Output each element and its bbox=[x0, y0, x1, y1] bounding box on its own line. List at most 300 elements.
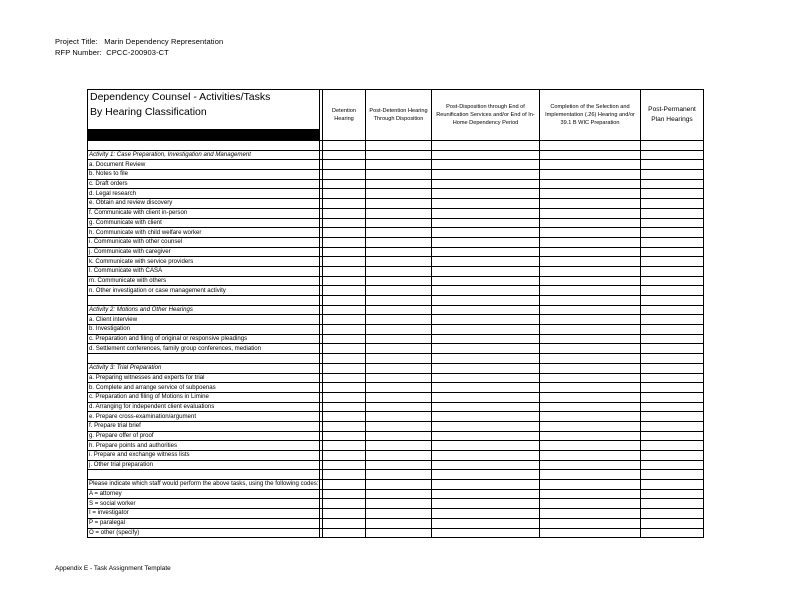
entry-cell[interactable] bbox=[366, 489, 432, 499]
entry-cell[interactable] bbox=[323, 363, 366, 373]
entry-cell[interactable] bbox=[540, 431, 641, 441]
entry-cell[interactable] bbox=[432, 383, 540, 393]
entry-cell[interactable] bbox=[641, 480, 704, 490]
entry-cell[interactable] bbox=[323, 383, 366, 393]
entry-cell[interactable] bbox=[323, 373, 366, 383]
task-row bbox=[88, 247, 704, 257]
entry-cell[interactable] bbox=[323, 170, 366, 180]
entry-cell[interactable] bbox=[641, 218, 704, 228]
entry-cell[interactable] bbox=[366, 218, 432, 228]
entry-cell[interactable] bbox=[432, 344, 540, 354]
entry-cell[interactable] bbox=[540, 199, 641, 209]
entry-cell[interactable] bbox=[366, 402, 432, 412]
entry-cell[interactable] bbox=[366, 237, 432, 247]
entry-cell[interactable] bbox=[366, 315, 432, 325]
code-row bbox=[88, 499, 704, 509]
entry-cell[interactable] bbox=[432, 315, 540, 325]
blank-row bbox=[88, 354, 704, 364]
entry-cell[interactable] bbox=[323, 141, 366, 151]
entry-cell[interactable] bbox=[641, 354, 704, 364]
code-row bbox=[88, 489, 704, 499]
entry-cell[interactable] bbox=[540, 489, 641, 499]
table-subtitle: By Hearing Classification bbox=[90, 106, 207, 118]
row-label: k. Communicate with service providers bbox=[88, 257, 320, 267]
row-label bbox=[88, 141, 320, 151]
entry-cell[interactable] bbox=[641, 276, 704, 286]
entry-cell[interactable] bbox=[641, 441, 704, 451]
entry-cell[interactable] bbox=[641, 257, 704, 267]
entry-cell[interactable] bbox=[366, 470, 432, 480]
task-row bbox=[88, 334, 704, 344]
entry-cell[interactable] bbox=[366, 257, 432, 267]
entry-cell[interactable] bbox=[323, 208, 366, 218]
entry-cell[interactable] bbox=[366, 412, 432, 422]
task-row bbox=[88, 392, 704, 402]
row-label: a. Document Review bbox=[88, 160, 320, 170]
row-label: e. Obtain and review discovery bbox=[88, 199, 320, 209]
entry-cell[interactable] bbox=[641, 170, 704, 180]
entry-cell[interactable] bbox=[540, 392, 641, 402]
row-label: a. Preparing witnesses and experts for trial bbox=[88, 373, 320, 383]
entry-cell[interactable] bbox=[540, 237, 641, 247]
entry-cell[interactable] bbox=[540, 325, 641, 335]
column-header-post-detention: Post-Detention Hearing Through Disposition bbox=[366, 90, 432, 141]
entry-cell[interactable] bbox=[432, 528, 540, 538]
entry-cell[interactable] bbox=[432, 305, 540, 315]
entry-cell[interactable] bbox=[540, 160, 641, 170]
entry-cell[interactable] bbox=[366, 518, 432, 528]
entry-cell[interactable] bbox=[366, 480, 432, 490]
entry-cell[interactable] bbox=[432, 499, 540, 509]
entry-cell[interactable] bbox=[432, 402, 540, 412]
entry-cell[interactable] bbox=[323, 334, 366, 344]
task-row bbox=[88, 170, 704, 180]
entry-cell[interactable] bbox=[641, 237, 704, 247]
entry-cell[interactable] bbox=[641, 451, 704, 461]
task-row bbox=[88, 228, 704, 238]
entry-cell[interactable] bbox=[366, 421, 432, 431]
entry-cell[interactable] bbox=[540, 150, 641, 160]
entry-cell[interactable] bbox=[641, 489, 704, 499]
entry-cell[interactable] bbox=[366, 325, 432, 335]
entry-cell[interactable] bbox=[323, 421, 366, 431]
entry-cell[interactable] bbox=[366, 441, 432, 451]
entry-cell[interactable] bbox=[366, 509, 432, 519]
entry-cell[interactable] bbox=[432, 412, 540, 422]
entry-cell[interactable] bbox=[540, 421, 641, 431]
row-label: O = other (specify) bbox=[88, 528, 320, 538]
row-label: j. Communicate with caregiver bbox=[88, 247, 320, 257]
entry-cell[interactable] bbox=[540, 412, 641, 422]
entry-cell[interactable] bbox=[323, 305, 366, 315]
entry-cell[interactable] bbox=[366, 431, 432, 441]
project-title-value: Marin Dependency Representation bbox=[104, 37, 224, 46]
task-row bbox=[88, 179, 704, 189]
section-heading-row bbox=[88, 150, 704, 160]
entry-cell[interactable] bbox=[432, 257, 540, 267]
entry-cell[interactable] bbox=[432, 441, 540, 451]
entry-cell[interactable] bbox=[323, 412, 366, 422]
table-header-row bbox=[88, 90, 704, 130]
entry-cell[interactable] bbox=[323, 354, 366, 364]
task-row bbox=[88, 451, 704, 461]
row-label: d. Legal research bbox=[88, 189, 320, 199]
entry-cell[interactable] bbox=[366, 344, 432, 354]
entry-cell[interactable] bbox=[540, 460, 641, 470]
blank-row bbox=[88, 296, 704, 306]
entry-cell[interactable] bbox=[432, 276, 540, 286]
task-row bbox=[88, 266, 704, 276]
entry-cell[interactable] bbox=[641, 199, 704, 209]
entry-cell[interactable] bbox=[366, 363, 432, 373]
entry-cell[interactable] bbox=[540, 451, 641, 461]
entry-cell[interactable] bbox=[432, 237, 540, 247]
entry-cell[interactable] bbox=[366, 228, 432, 238]
entry-cell[interactable] bbox=[323, 296, 366, 306]
entry-cell[interactable] bbox=[432, 266, 540, 276]
entry-cell[interactable] bbox=[432, 489, 540, 499]
entry-cell[interactable] bbox=[323, 402, 366, 412]
row-label: e. Prepare cross-examination/argument bbox=[88, 412, 320, 422]
entry-cell[interactable] bbox=[432, 247, 540, 257]
entry-cell[interactable] bbox=[641, 383, 704, 393]
task-row bbox=[88, 421, 704, 431]
code-row bbox=[88, 509, 704, 519]
entry-cell[interactable] bbox=[323, 460, 366, 470]
task-row bbox=[88, 460, 704, 470]
task-row bbox=[88, 315, 704, 325]
entry-cell[interactable] bbox=[323, 286, 366, 296]
task-row bbox=[88, 344, 704, 354]
entry-cell[interactable] bbox=[432, 363, 540, 373]
entry-cell[interactable] bbox=[641, 499, 704, 509]
entry-cell[interactable] bbox=[366, 247, 432, 257]
entry-cell[interactable] bbox=[540, 257, 641, 267]
row-label: Activity 3: Trial Preparation bbox=[88, 363, 320, 373]
row-label: d. Arranging for independent client evaluations bbox=[88, 402, 320, 412]
entry-cell[interactable] bbox=[366, 354, 432, 364]
row-label: Activity 2: Motions and Other Hearings bbox=[88, 305, 320, 315]
task-row bbox=[88, 208, 704, 218]
row-label: Please indicate which staff would perform the above tasks, using the following codes: bbox=[89, 480, 319, 488]
task-row bbox=[88, 257, 704, 267]
entry-cell[interactable] bbox=[641, 392, 704, 402]
row-label: c. Draft orders bbox=[88, 179, 320, 189]
entry-cell[interactable] bbox=[540, 266, 641, 276]
entry-cell[interactable] bbox=[540, 247, 641, 257]
entry-cell[interactable] bbox=[366, 179, 432, 189]
entry-cell[interactable] bbox=[432, 373, 540, 383]
codes-intro-row bbox=[88, 480, 704, 490]
code-row bbox=[88, 528, 704, 538]
entry-cell[interactable] bbox=[432, 518, 540, 528]
row-label: d. Settlement conferences, family group conferences, mediation bbox=[88, 344, 320, 354]
row-label: f. Communicate with client in-person bbox=[88, 208, 320, 218]
entry-cell[interactable] bbox=[432, 480, 540, 490]
task-row bbox=[88, 160, 704, 170]
row-label: a. Client interview bbox=[88, 315, 320, 325]
section-heading-row bbox=[88, 363, 704, 373]
entry-cell[interactable] bbox=[540, 402, 641, 412]
row-label: g. Prepare offer of proof bbox=[88, 431, 320, 441]
entry-cell[interactable] bbox=[323, 315, 366, 325]
entry-cell[interactable] bbox=[432, 325, 540, 335]
entry-cell[interactable] bbox=[641, 470, 704, 480]
entry-cell[interactable] bbox=[540, 518, 641, 528]
entry-cell[interactable] bbox=[366, 305, 432, 315]
entry-cell[interactable] bbox=[323, 150, 366, 160]
entry-cell[interactable] bbox=[366, 208, 432, 218]
entry-cell[interactable] bbox=[432, 189, 540, 199]
entry-cell[interactable] bbox=[540, 305, 641, 315]
entry-cell[interactable] bbox=[366, 392, 432, 402]
entry-cell[interactable] bbox=[323, 499, 366, 509]
entry-cell[interactable] bbox=[641, 247, 704, 257]
task-row bbox=[88, 325, 704, 335]
entry-cell[interactable] bbox=[540, 480, 641, 490]
entry-cell[interactable] bbox=[540, 528, 641, 538]
entry-cell[interactable] bbox=[641, 344, 704, 354]
entry-cell[interactable] bbox=[540, 383, 641, 393]
entry-cell[interactable] bbox=[641, 228, 704, 238]
row-label: b. Complete and arrange service of subpoenas bbox=[88, 383, 320, 393]
entry-cell[interactable] bbox=[432, 199, 540, 209]
entry-cell[interactable] bbox=[540, 170, 641, 180]
entry-cell[interactable] bbox=[366, 499, 432, 509]
entry-cell[interactable] bbox=[641, 179, 704, 189]
row-label: c. Preparation and filing of Motions in Limine bbox=[88, 392, 320, 402]
entry-cell[interactable] bbox=[540, 218, 641, 228]
task-row bbox=[88, 189, 704, 199]
entry-cell[interactable] bbox=[540, 179, 641, 189]
entry-cell[interactable] bbox=[641, 421, 704, 431]
entry-cell[interactable] bbox=[323, 509, 366, 519]
entry-cell[interactable] bbox=[323, 489, 366, 499]
task-row bbox=[88, 373, 704, 383]
entry-cell[interactable] bbox=[432, 354, 540, 364]
row-label: A = attorney bbox=[88, 489, 320, 499]
entry-cell[interactable] bbox=[432, 286, 540, 296]
entry-cell[interactable] bbox=[323, 470, 366, 480]
entry-cell[interactable] bbox=[540, 334, 641, 344]
entry-cell[interactable] bbox=[432, 431, 540, 441]
entry-cell[interactable] bbox=[432, 296, 540, 306]
column-header-post-disposition: Post-Disposition through End of Reunification Services and/or End of In-Home Dependency Period bbox=[432, 90, 540, 141]
row-label: I = investigator bbox=[88, 509, 320, 519]
entry-cell[interactable] bbox=[323, 325, 366, 335]
entry-cell[interactable] bbox=[323, 179, 366, 189]
blank-row bbox=[88, 470, 704, 480]
entry-cell[interactable] bbox=[641, 363, 704, 373]
entry-cell[interactable] bbox=[366, 141, 432, 151]
entry-cell[interactable] bbox=[540, 228, 641, 238]
entry-cell[interactable] bbox=[540, 509, 641, 519]
entry-cell[interactable] bbox=[540, 141, 641, 151]
entry-cell[interactable] bbox=[540, 373, 641, 383]
entry-cell[interactable] bbox=[641, 160, 704, 170]
blank-row bbox=[88, 141, 704, 151]
entry-cell[interactable] bbox=[641, 315, 704, 325]
entry-cell[interactable] bbox=[323, 451, 366, 461]
entry-cell[interactable] bbox=[323, 199, 366, 209]
entry-cell[interactable] bbox=[641, 334, 704, 344]
entry-cell[interactable] bbox=[540, 189, 641, 199]
task-row bbox=[88, 276, 704, 286]
entry-cell[interactable] bbox=[323, 431, 366, 441]
project-title-label: Project Title: bbox=[55, 37, 98, 46]
entry-cell[interactable] bbox=[366, 199, 432, 209]
row-label: n. Other investigation or case management activity bbox=[88, 286, 320, 296]
entry-cell[interactable] bbox=[540, 344, 641, 354]
entry-cell[interactable] bbox=[323, 441, 366, 451]
entry-cell[interactable] bbox=[641, 150, 704, 160]
entry-cell[interactable] bbox=[366, 460, 432, 470]
entry-cell[interactable] bbox=[323, 266, 366, 276]
entry-cell[interactable] bbox=[540, 296, 641, 306]
row-label: P = paralegal bbox=[88, 518, 320, 528]
entry-cell[interactable] bbox=[641, 208, 704, 218]
entry-cell[interactable] bbox=[366, 276, 432, 286]
row-label bbox=[88, 296, 320, 306]
entry-cell[interactable] bbox=[323, 247, 366, 257]
entry-cell[interactable] bbox=[323, 392, 366, 402]
task-row bbox=[88, 412, 704, 422]
entry-cell[interactable] bbox=[432, 509, 540, 519]
entry-cell[interactable] bbox=[323, 480, 366, 490]
entry-cell[interactable] bbox=[323, 344, 366, 354]
entry-cell[interactable] bbox=[641, 402, 704, 412]
entry-cell[interactable] bbox=[641, 266, 704, 276]
entry-cell[interactable] bbox=[641, 141, 704, 151]
row-label bbox=[88, 354, 320, 364]
code-row bbox=[88, 518, 704, 528]
task-row bbox=[88, 402, 704, 412]
entry-cell[interactable] bbox=[641, 460, 704, 470]
entry-cell[interactable] bbox=[366, 266, 432, 276]
entry-cell[interactable] bbox=[641, 373, 704, 383]
entry-cell[interactable] bbox=[323, 189, 366, 199]
entry-cell[interactable] bbox=[540, 499, 641, 509]
entry-cell[interactable] bbox=[432, 334, 540, 344]
entry-cell[interactable] bbox=[323, 257, 366, 267]
entry-cell[interactable] bbox=[540, 363, 641, 373]
entry-cell[interactable] bbox=[366, 286, 432, 296]
row-label: i. Prepare and exchange witness lists bbox=[88, 451, 320, 461]
rfp-number-value: CPCC-200903-CT bbox=[106, 48, 169, 57]
entry-cell[interactable] bbox=[323, 518, 366, 528]
entry-cell[interactable] bbox=[432, 392, 540, 402]
entry-cell[interactable] bbox=[366, 334, 432, 344]
entry-cell[interactable] bbox=[641, 518, 704, 528]
entry-cell[interactable] bbox=[432, 179, 540, 189]
entry-cell[interactable] bbox=[641, 286, 704, 296]
task-row bbox=[88, 237, 704, 247]
entry-cell[interactable] bbox=[366, 383, 432, 393]
entry-cell[interactable] bbox=[540, 276, 641, 286]
task-row bbox=[88, 441, 704, 451]
entry-cell[interactable] bbox=[432, 160, 540, 170]
entry-cell[interactable] bbox=[432, 451, 540, 461]
row-label bbox=[88, 470, 320, 480]
row-label: f. Prepare trial brief bbox=[88, 421, 320, 431]
entry-cell[interactable] bbox=[366, 170, 432, 180]
task-row bbox=[88, 286, 704, 296]
row-label: b. Investigation bbox=[88, 325, 320, 335]
entry-cell[interactable] bbox=[366, 373, 432, 383]
entry-cell[interactable] bbox=[540, 354, 641, 364]
entry-cell[interactable] bbox=[366, 189, 432, 199]
section-heading-row bbox=[88, 305, 704, 315]
entry-cell[interactable] bbox=[366, 296, 432, 306]
row-label: h. Communicate with child welfare worker bbox=[88, 228, 320, 238]
entry-cell[interactable] bbox=[641, 305, 704, 315]
task-row bbox=[88, 199, 704, 209]
entry-cell[interactable] bbox=[641, 189, 704, 199]
column-header-detention: Detention Hearing bbox=[323, 90, 366, 141]
row-label: j. Other trial preparation bbox=[88, 460, 320, 470]
entry-cell[interactable] bbox=[641, 431, 704, 441]
rfp-number-line bbox=[55, 48, 169, 57]
entry-cell[interactable] bbox=[432, 421, 540, 431]
header-black-band bbox=[88, 130, 320, 141]
table-title-cell bbox=[88, 90, 320, 130]
entry-cell[interactable] bbox=[323, 237, 366, 247]
entry-cell[interactable] bbox=[366, 150, 432, 160]
task-row bbox=[88, 383, 704, 393]
entry-cell[interactable] bbox=[432, 460, 540, 470]
entry-cell[interactable] bbox=[366, 451, 432, 461]
entry-cell[interactable] bbox=[641, 509, 704, 519]
project-title-line bbox=[55, 37, 223, 46]
row-label: h. Prepare points and authorities bbox=[88, 441, 320, 451]
entry-cell[interactable] bbox=[432, 228, 540, 238]
task-assignment-table bbox=[87, 89, 704, 538]
task-row bbox=[88, 431, 704, 441]
entry-cell[interactable] bbox=[540, 441, 641, 451]
row-label: l. Communicate with CASA bbox=[88, 266, 320, 276]
table-title: Dependency Counsel - Activities/Tasks bbox=[90, 91, 271, 103]
entry-cell[interactable] bbox=[366, 528, 432, 538]
entry-cell[interactable] bbox=[432, 218, 540, 228]
entry-cell[interactable] bbox=[641, 528, 704, 538]
entry-cell[interactable] bbox=[641, 325, 704, 335]
entry-cell[interactable] bbox=[540, 315, 641, 325]
entry-cell[interactable] bbox=[540, 286, 641, 296]
entry-cell[interactable] bbox=[432, 141, 540, 151]
row-label: g. Communicate with client bbox=[88, 218, 320, 228]
row-label: m. Communicate with others bbox=[88, 276, 320, 286]
task-assignment-table-container bbox=[87, 89, 703, 536]
entry-cell[interactable] bbox=[540, 470, 641, 480]
entry-cell[interactable] bbox=[366, 160, 432, 170]
page-footer: Appendix E - Task Assignment Template bbox=[55, 565, 171, 572]
entry-cell[interactable] bbox=[432, 208, 540, 218]
entry-cell[interactable] bbox=[323, 528, 366, 538]
entry-cell[interactable] bbox=[641, 296, 704, 306]
entry-cell[interactable] bbox=[641, 412, 704, 422]
entry-cell[interactable] bbox=[323, 218, 366, 228]
entry-cell[interactable] bbox=[323, 160, 366, 170]
row-label: b. Notes to file bbox=[88, 170, 320, 180]
entry-cell[interactable] bbox=[540, 208, 641, 218]
entry-cell[interactable] bbox=[323, 228, 366, 238]
rfp-number-label: RFP Number: bbox=[55, 48, 102, 57]
row-label: Activity 1: Case Preparation, Investigation and Management bbox=[88, 150, 320, 160]
entry-cell[interactable] bbox=[323, 276, 366, 286]
entry-cell[interactable] bbox=[432, 170, 540, 180]
entry-cell[interactable] bbox=[432, 470, 540, 480]
entry-cell[interactable] bbox=[432, 150, 540, 160]
